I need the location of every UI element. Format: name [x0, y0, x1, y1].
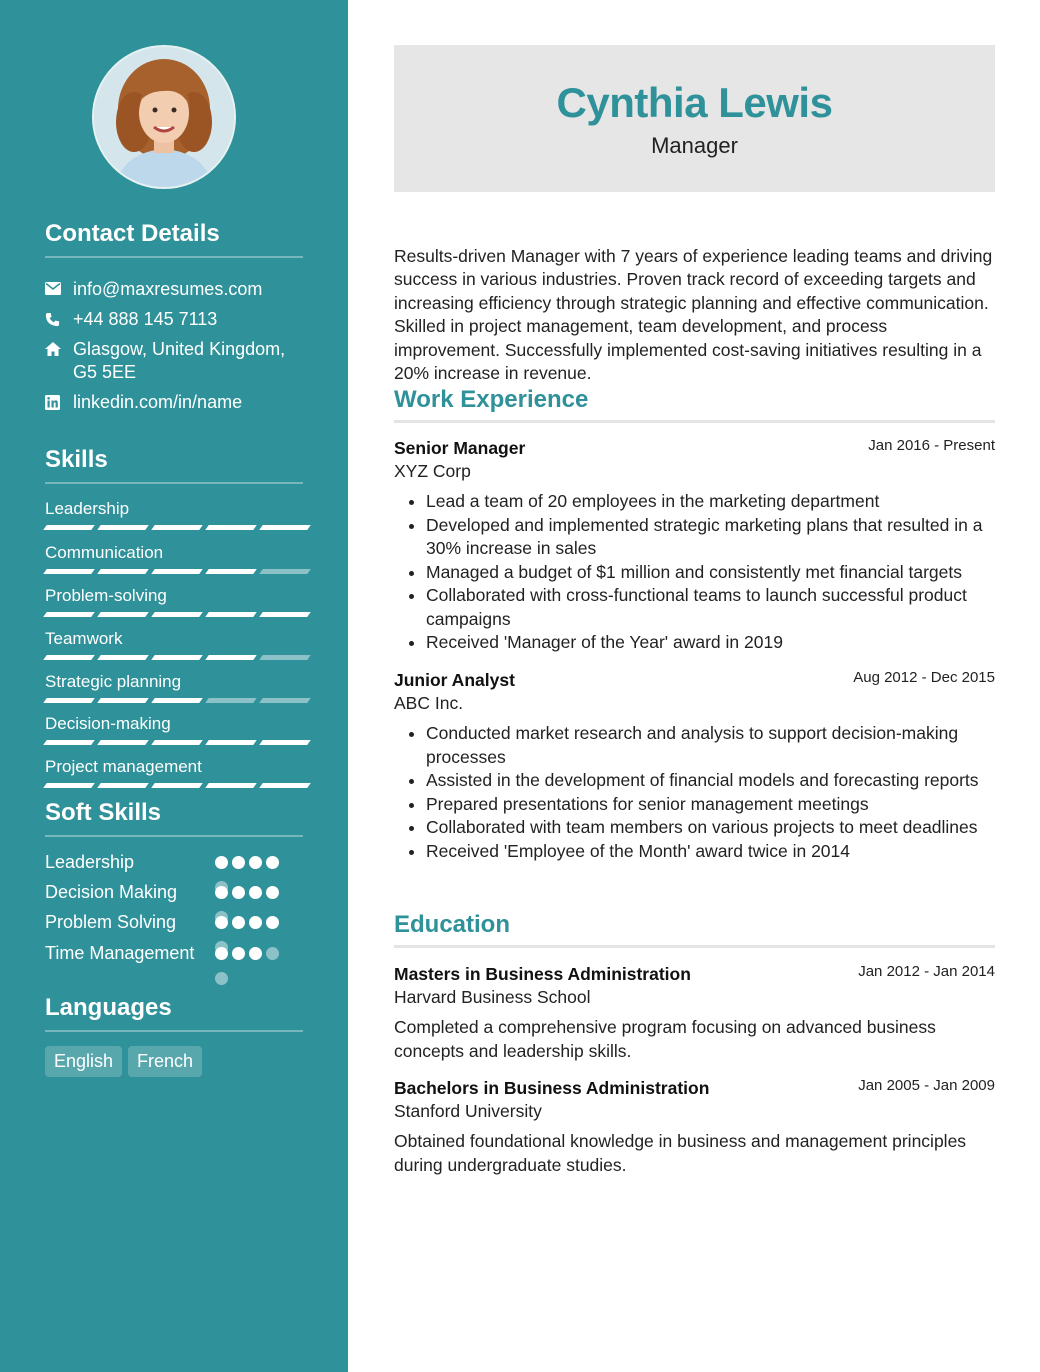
- rating-dot: [249, 856, 262, 869]
- skill-level-segment: [151, 612, 203, 617]
- education-date: Jan 2012 - Jan 2014: [858, 963, 995, 980]
- skill-item: [45, 756, 303, 778]
- soft-skill-item: [45, 910, 303, 934]
- soft-skill-label: Leadership: [45, 852, 135, 872]
- skill-level-bar: [45, 612, 309, 617]
- skill-label: Strategic planning: [45, 672, 182, 691]
- job-bullet: • Collaborated with team members on various projects to meet deadlines: [426, 816, 995, 840]
- rating-dot: [215, 916, 228, 929]
- language-tag: French: [128, 1046, 202, 1077]
- languages-list: [45, 1046, 202, 1077]
- job-title: Junior Analyst: [394, 670, 515, 690]
- education-description: Obtained foundational knowledge in business and management principles during undergraduate studies.: [394, 1131, 967, 1175]
- job-bullets: [394, 490, 995, 655]
- skill-level-segment: [259, 569, 311, 574]
- skill-label: Decision-making: [45, 714, 171, 733]
- skill-level-segment: [205, 525, 257, 530]
- skill-level-segment: [97, 569, 149, 574]
- education-entry: [394, 1077, 995, 1177]
- skill-item: [45, 498, 303, 520]
- skill-item: [45, 671, 303, 693]
- rating-dot: [232, 856, 245, 869]
- skill-level-segment: [259, 783, 311, 788]
- school-name: Harvard Business School: [394, 987, 591, 1007]
- profile-photo: [92, 45, 236, 189]
- name-header: [394, 45, 995, 192]
- soft-skills-heading: Soft Skills: [45, 799, 303, 837]
- rating-dot: [249, 947, 262, 960]
- job-bullet: • Conducted market research and analysis to support decision-making processes: [426, 722, 995, 769]
- skill-level-segment: [151, 525, 203, 530]
- home-icon: [45, 338, 73, 356]
- school-name: Stanford University: [394, 1101, 542, 1121]
- language-tag: English: [45, 1046, 122, 1077]
- email-text: info@maxresumes.com: [73, 279, 263, 299]
- soft-skill-rating: [215, 947, 279, 960]
- skill-level-segment: [97, 783, 149, 788]
- work-experience-heading: Work Experience: [394, 386, 995, 423]
- job-entry: [394, 669, 995, 863]
- skill-level-segment: [151, 698, 203, 703]
- education-date: Jan 2005 - Jan 2009: [858, 1077, 995, 1094]
- job-bullet: • Received 'Manager of the Year' award in 2019: [426, 631, 995, 655]
- job-bullet: • Managed a budget of $1 million and consistently met financial targets: [426, 561, 995, 585]
- rating-dot-overflow: [215, 972, 228, 985]
- skill-level-segment: [259, 698, 311, 703]
- address-text: Glasgow, United Kingdom, G5 5EE: [73, 339, 286, 382]
- rating-dot: [266, 947, 279, 960]
- soft-skill-label: Decision Making: [45, 882, 178, 902]
- skill-level-segment: [259, 740, 311, 745]
- languages-heading: Languages: [45, 994, 303, 1032]
- education-heading: Education: [394, 911, 995, 948]
- candidate-role: Manager: [651, 133, 738, 158]
- skill-level-segment: [151, 569, 203, 574]
- skill-level-segment: [43, 698, 95, 703]
- rating-dot: [266, 886, 279, 899]
- skill-label: Leadership: [45, 499, 130, 518]
- skill-label: Teamwork: [45, 629, 123, 648]
- soft-skill-item: [45, 850, 303, 874]
- skill-level-segment: [43, 740, 95, 745]
- job-bullets: [394, 722, 995, 863]
- rating-dot: [215, 947, 228, 960]
- contact-address: [45, 338, 303, 384]
- skill-level-segment: [151, 655, 203, 660]
- company-name: ABC Inc.: [394, 693, 464, 713]
- degree-title: Masters in Business Administration: [394, 964, 691, 984]
- job-date: Aug 2012 - Dec 2015: [853, 669, 995, 686]
- skill-level-segment: [151, 740, 203, 745]
- skill-level-segment: [151, 783, 203, 788]
- skill-level-segment: [205, 783, 257, 788]
- soft-skill-rating: [215, 856, 279, 869]
- linkedin-icon: [45, 391, 73, 410]
- skill-label: Problem-solving: [45, 586, 167, 605]
- job-bullet: • Developed and implemented strategic marketing plans that resulted in a 30% increase in sales: [426, 514, 995, 561]
- contact-linkedin[interactable]: [45, 391, 303, 414]
- education-description: Completed a comprehensive program focusing on advanced business concepts and leadership skills.: [394, 1017, 936, 1061]
- degree-title: Bachelors in Business Administration: [394, 1078, 710, 1098]
- rating-dot: [249, 916, 262, 929]
- company-name: XYZ Corp: [394, 461, 471, 481]
- skill-item: [45, 542, 303, 564]
- skill-label: Communication: [45, 543, 164, 562]
- skill-level-bar: [45, 698, 309, 703]
- contact-heading: Contact Details: [45, 220, 303, 258]
- rating-dot: [232, 886, 245, 899]
- skill-level-segment: [97, 698, 149, 703]
- rating-dot: [215, 856, 228, 869]
- skill-level-segment: [205, 740, 257, 745]
- phone-icon: [45, 308, 73, 327]
- rating-dot: [215, 886, 228, 899]
- skill-level-segment: [205, 655, 257, 660]
- job-title: Senior Manager: [394, 438, 526, 458]
- skill-level-bar: [45, 655, 309, 660]
- rating-dot: [266, 916, 279, 929]
- skill-label: Project management: [45, 757, 202, 776]
- skill-level-segment: [43, 525, 95, 530]
- skill-level-segment: [97, 525, 149, 530]
- job-bullet: • Prepared presentations for senior management meetings: [426, 793, 995, 817]
- skill-level-segment: [97, 740, 149, 745]
- rating-dot: [232, 947, 245, 960]
- skill-level-segment: [259, 612, 311, 617]
- skill-level-bar: [45, 783, 309, 788]
- linkedin-text: linkedin.com/in/name: [73, 392, 243, 412]
- skill-level-segment: [43, 655, 95, 660]
- skill-item: [45, 628, 303, 650]
- skill-level-segment: [205, 569, 257, 574]
- sidebar: [0, 0, 348, 1372]
- rating-dot: [266, 856, 279, 869]
- education-entry: [394, 963, 995, 1063]
- skill-level-segment: [43, 783, 95, 788]
- phone-text: +44 888 145 7113: [73, 309, 218, 329]
- job-bullet: • Received 'Employee of the Month' award twice in 2014: [426, 840, 995, 864]
- skill-item: [45, 585, 303, 607]
- skill-level-segment: [43, 612, 95, 617]
- contact-phone[interactable]: [45, 308, 303, 331]
- soft-skill-rating: [215, 886, 279, 899]
- rating-dot: [232, 916, 245, 929]
- skill-level-segment: [205, 612, 257, 617]
- soft-skill-item: [45, 880, 303, 904]
- skill-level-segment: [259, 525, 311, 530]
- job-bullet: • Lead a team of 20 employees in the marketing department: [426, 490, 995, 514]
- job-bullet: • Assisted in the development of financial models and forecasting reports: [426, 769, 995, 793]
- profile-summary: Results-driven Manager with 7 years of experience leading teams and driving success in various industries. Proven track record of exceeding targets and increasing efficiency through strategic planning and effective communication. Skilled in project management, team development, and process improvement. Successfully implemented cost-saving initiatives resulting in a 20% increase in revenue.: [394, 246, 993, 384]
- job-bullet: • Collaborated with cross-functional teams to launch successful product campaigns: [426, 584, 995, 631]
- skill-level-bar: [45, 525, 309, 530]
- job-date: Jan 2016 - Present: [868, 437, 995, 454]
- envelope-icon: [45, 278, 73, 295]
- skill-level-segment: [205, 698, 257, 703]
- skills-heading: Skills: [45, 446, 303, 484]
- soft-skill-item: [45, 941, 303, 965]
- skill-level-segment: [97, 612, 149, 617]
- skill-item: [45, 713, 303, 735]
- soft-skill-rating: [215, 916, 279, 929]
- candidate-name: Cynthia Lewis: [556, 79, 833, 126]
- rating-dot: [249, 886, 262, 899]
- soft-skill-label: Time Management: [45, 943, 195, 963]
- skill-level-bar: [45, 740, 309, 745]
- skill-level-segment: [97, 655, 149, 660]
- soft-skill-label: Problem Solving: [45, 912, 177, 932]
- job-entry: [394, 437, 995, 655]
- skill-level-segment: [43, 569, 95, 574]
- skill-level-bar: [45, 569, 309, 574]
- skill-level-segment: [259, 655, 311, 660]
- contact-email[interactable]: [45, 278, 303, 301]
